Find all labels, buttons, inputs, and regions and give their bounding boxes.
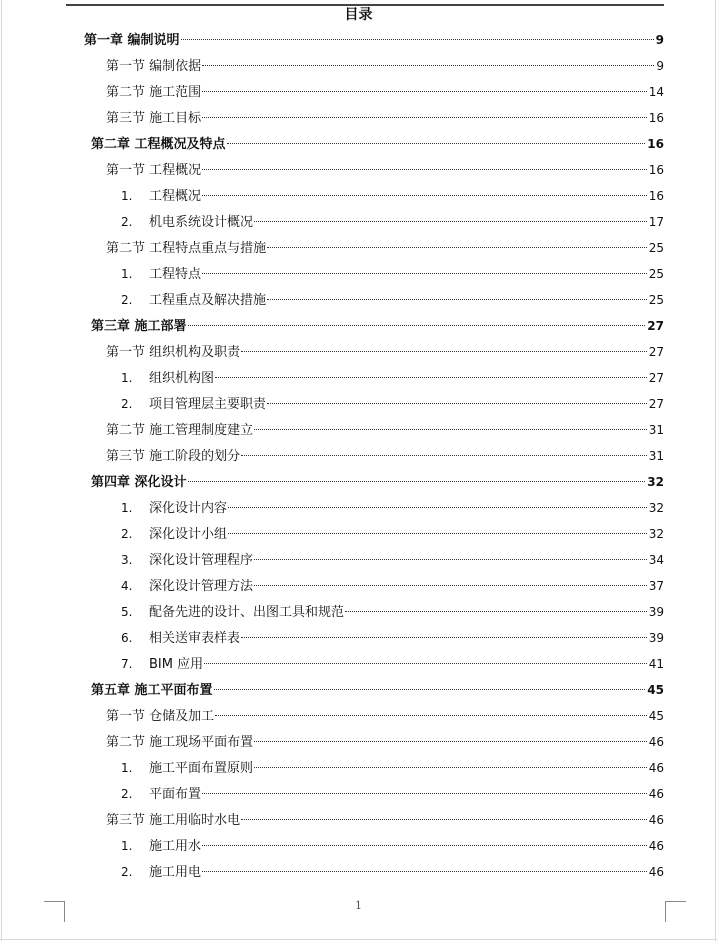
toc-entry-page: 16 [647, 137, 664, 151]
toc-entry[interactable] [106, 108, 664, 128]
toc-entry-page: 27 [648, 397, 664, 411]
toc-entry-page: 27 [648, 371, 664, 385]
toc-entry[interactable] [106, 342, 664, 362]
toc-entry-number: 1. [121, 371, 133, 385]
toc-leader-dots [202, 117, 647, 118]
toc-entry[interactable] [121, 394, 664, 414]
toc-leader-dots [202, 65, 654, 66]
toc-entry-page: 31 [648, 449, 664, 463]
toc-leader-dots [214, 689, 646, 690]
toc-entry-number: 1. [121, 267, 133, 281]
toc-entry-number: 5. [121, 605, 133, 619]
toc-entry-title: 工程特点 [149, 267, 202, 282]
toc-entry[interactable] [91, 316, 664, 336]
toc-entry-title: 第二节 施工范围 [106, 85, 202, 100]
toc-entry[interactable] [121, 498, 664, 518]
toc-entry-number: 6. [121, 631, 133, 645]
toc-leader-dots [202, 195, 647, 196]
toc-entry-number: 1. [121, 839, 133, 853]
toc-entry[interactable] [106, 420, 664, 440]
toc-leader-dots [228, 533, 647, 534]
toc-entry[interactable] [121, 758, 664, 778]
toc-leader-dots [267, 247, 647, 248]
toc-entry-title: 平面布置 [149, 787, 202, 802]
toc-entry-title: 第一节 仓储及加工 [106, 709, 215, 724]
toc-entry-title: 第三节 施工阶段的划分 [106, 449, 241, 464]
toc-entry[interactable] [121, 368, 664, 388]
toc-entry-title: 第二章 工程概况及特点 [91, 137, 226, 152]
toc-leader-dots [267, 299, 647, 300]
toc-entry-title: 第四章 深化设计 [91, 475, 187, 490]
toc-entry-title: 第一章 编制说明 [84, 33, 180, 48]
toc-entry-title: 深化设计小组 [149, 527, 228, 542]
toc-entry[interactable] [121, 602, 664, 622]
toc-entry-page: 31 [648, 423, 664, 437]
page-number: 1 [355, 899, 362, 912]
toc-leader-dots [254, 429, 647, 430]
toc-leader-dots [254, 559, 647, 560]
toc-entry-page: 34 [648, 553, 664, 567]
toc-entry-number: 2. [121, 527, 133, 541]
toc-entry-number: 2. [121, 397, 133, 411]
toc-entry-title: 深化设计内容 [149, 501, 228, 516]
toc-leader-dots [254, 741, 647, 742]
toc-entry[interactable] [106, 446, 664, 466]
toc-entry[interactable] [106, 238, 664, 258]
toc-entry-page: 46 [648, 839, 664, 853]
toc-leader-dots [202, 273, 647, 274]
toc-entry-number: 3. [121, 553, 133, 567]
toc-entry-title: 配备先进的设计、出图工具和规范 [149, 605, 345, 620]
toc-leader-dots [228, 507, 647, 508]
toc-entry[interactable] [121, 524, 664, 544]
toc-entry-page: 27 [647, 319, 664, 333]
toc-entry[interactable] [84, 30, 664, 50]
toc-entry-title: 第一节 工程概况 [106, 163, 202, 178]
page-border-bottom [0, 939, 717, 940]
toc-entry[interactable] [121, 862, 664, 882]
toc-entry-title: 第三节 施工用临时水电 [106, 813, 241, 828]
toc-leader-dots [215, 377, 647, 378]
toc-entry-page: 9 [656, 59, 664, 73]
toc-entry[interactable] [106, 82, 664, 102]
toc-entry-page: 32 [647, 475, 664, 489]
toc-leader-dots [215, 715, 647, 716]
toc-entry-title: 相关送审表样表 [149, 631, 241, 646]
toc-entry-title: 第一节 编制依据 [106, 59, 202, 74]
toc-leader-dots [254, 767, 647, 768]
toc-leader-dots [202, 169, 647, 170]
toc-entry-title: 第三章 施工部署 [91, 319, 187, 334]
toc-entry-number: 1. [121, 761, 133, 775]
toc-entry-page: 37 [648, 579, 664, 593]
toc-entry-title: 深化设计管理方法 [149, 579, 254, 594]
toc-entry-page: 25 [648, 293, 664, 307]
toc-leader-dots [202, 871, 647, 872]
toc-entry-title: 组织机构图 [149, 371, 215, 386]
toc-entry[interactable] [91, 134, 664, 154]
toc-entry-title: 第二节 施工管理制度建立 [106, 423, 254, 438]
toc-entry-page: 16 [648, 163, 664, 177]
page-border-left [1, 0, 2, 941]
toc-leader-dots [241, 819, 647, 820]
toc-entry-title: 机电系统设计概况 [149, 215, 254, 230]
toc-entry[interactable] [106, 810, 664, 830]
toc-entry[interactable] [121, 186, 664, 206]
toc-entry-title: 深化设计管理程序 [149, 553, 254, 568]
toc-entry-title: 施工平面布置原则 [149, 761, 254, 776]
toc-entry[interactable] [121, 784, 664, 804]
toc-entry-title: 第二节 工程特点重点与措施 [106, 241, 267, 256]
toc-entry-number: 2. [121, 865, 133, 879]
toc-leader-dots [202, 793, 647, 794]
toc-entry[interactable] [106, 56, 664, 76]
toc-entry-title: 工程概况 [149, 189, 202, 204]
toc-entry-title: 第二节 施工现场平面布置 [106, 735, 254, 750]
toc-entry-page: 25 [648, 241, 664, 255]
toc-entry-title: 施工用电 [149, 865, 202, 880]
toc-entry[interactable] [121, 212, 664, 232]
toc-entry[interactable] [121, 550, 664, 570]
toc-entry-page: 46 [648, 761, 664, 775]
toc-leader-dots [254, 221, 647, 222]
toc-entry[interactable] [91, 680, 664, 700]
toc-entry[interactable] [121, 654, 664, 674]
toc-entry[interactable] [121, 290, 664, 310]
toc-leader-dots [254, 585, 647, 586]
toc-entry-page: 16 [648, 111, 664, 125]
toc-leader-dots [181, 39, 654, 40]
toc-leader-dots [227, 143, 646, 144]
toc-entry-page: 25 [648, 267, 664, 281]
toc-entry-page: 46 [648, 787, 664, 801]
toc-entry-page: 46 [648, 735, 664, 749]
toc-leader-dots [267, 403, 647, 404]
toc-entry-page: 45 [648, 709, 664, 723]
toc-entry-page: 45 [647, 683, 664, 697]
toc-leader-dots [188, 325, 646, 326]
toc-entry-page: 32 [648, 501, 664, 515]
toc-entry-number: 2. [121, 293, 133, 307]
toc-entry-title: 项目管理层主要职责 [149, 397, 267, 412]
page-border-right [715, 0, 716, 941]
toc-entry-title: 第三节 施工目标 [106, 111, 202, 126]
toc-leader-dots [345, 611, 647, 612]
toc-entry-page: 27 [648, 345, 664, 359]
toc-entry-page: 46 [648, 813, 664, 827]
toc-entry-number: 2. [121, 787, 133, 801]
toc-entry-number: 4. [121, 579, 133, 593]
toc-leader-dots [241, 351, 647, 352]
toc-entry[interactable] [106, 160, 664, 180]
toc-entry-title: 工程重点及解决措施 [149, 293, 267, 308]
toc-entry-page: 39 [648, 631, 664, 645]
toc-leader-dots [241, 637, 647, 638]
toc-entry[interactable] [121, 836, 664, 856]
toc-entry[interactable] [106, 706, 664, 726]
toc-entry-page: 41 [648, 657, 664, 671]
toc-entry[interactable] [121, 264, 664, 284]
toc-entry-page: 17 [648, 215, 664, 229]
toc-entry-title: 第五章 施工平面布置 [91, 683, 213, 698]
toc-entry-page: 16 [648, 189, 664, 203]
toc-leader-dots [202, 91, 647, 92]
toc-entry-page: 14 [648, 85, 664, 99]
toc-entry-number: 2. [121, 215, 133, 229]
toc-entry[interactable] [91, 472, 664, 492]
toc-entry[interactable] [121, 628, 664, 648]
toc-entry-title: 第一节 组织机构及职责 [106, 345, 241, 360]
toc-title: 目录 [344, 7, 373, 23]
toc-entry-page: 39 [648, 605, 664, 619]
toc-entry-page: 9 [655, 33, 664, 47]
toc-entry-number: 1. [121, 189, 133, 203]
toc-leader-dots [241, 455, 647, 456]
toc-entry-page: 32 [648, 527, 664, 541]
toc-entry-page: 46 [648, 865, 664, 879]
toc-leader-dots [188, 481, 646, 482]
toc-leader-dots [202, 845, 647, 846]
toc-entry-title: BIM 应用 [149, 657, 204, 672]
toc-entry-number: 7. [121, 657, 133, 671]
toc-entry-title: 施工用水 [149, 839, 202, 854]
toc-entry[interactable] [121, 576, 664, 596]
toc-entry-number: 1. [121, 501, 133, 515]
toc-entry[interactable] [106, 732, 664, 752]
toc-leader-dots [204, 663, 647, 664]
